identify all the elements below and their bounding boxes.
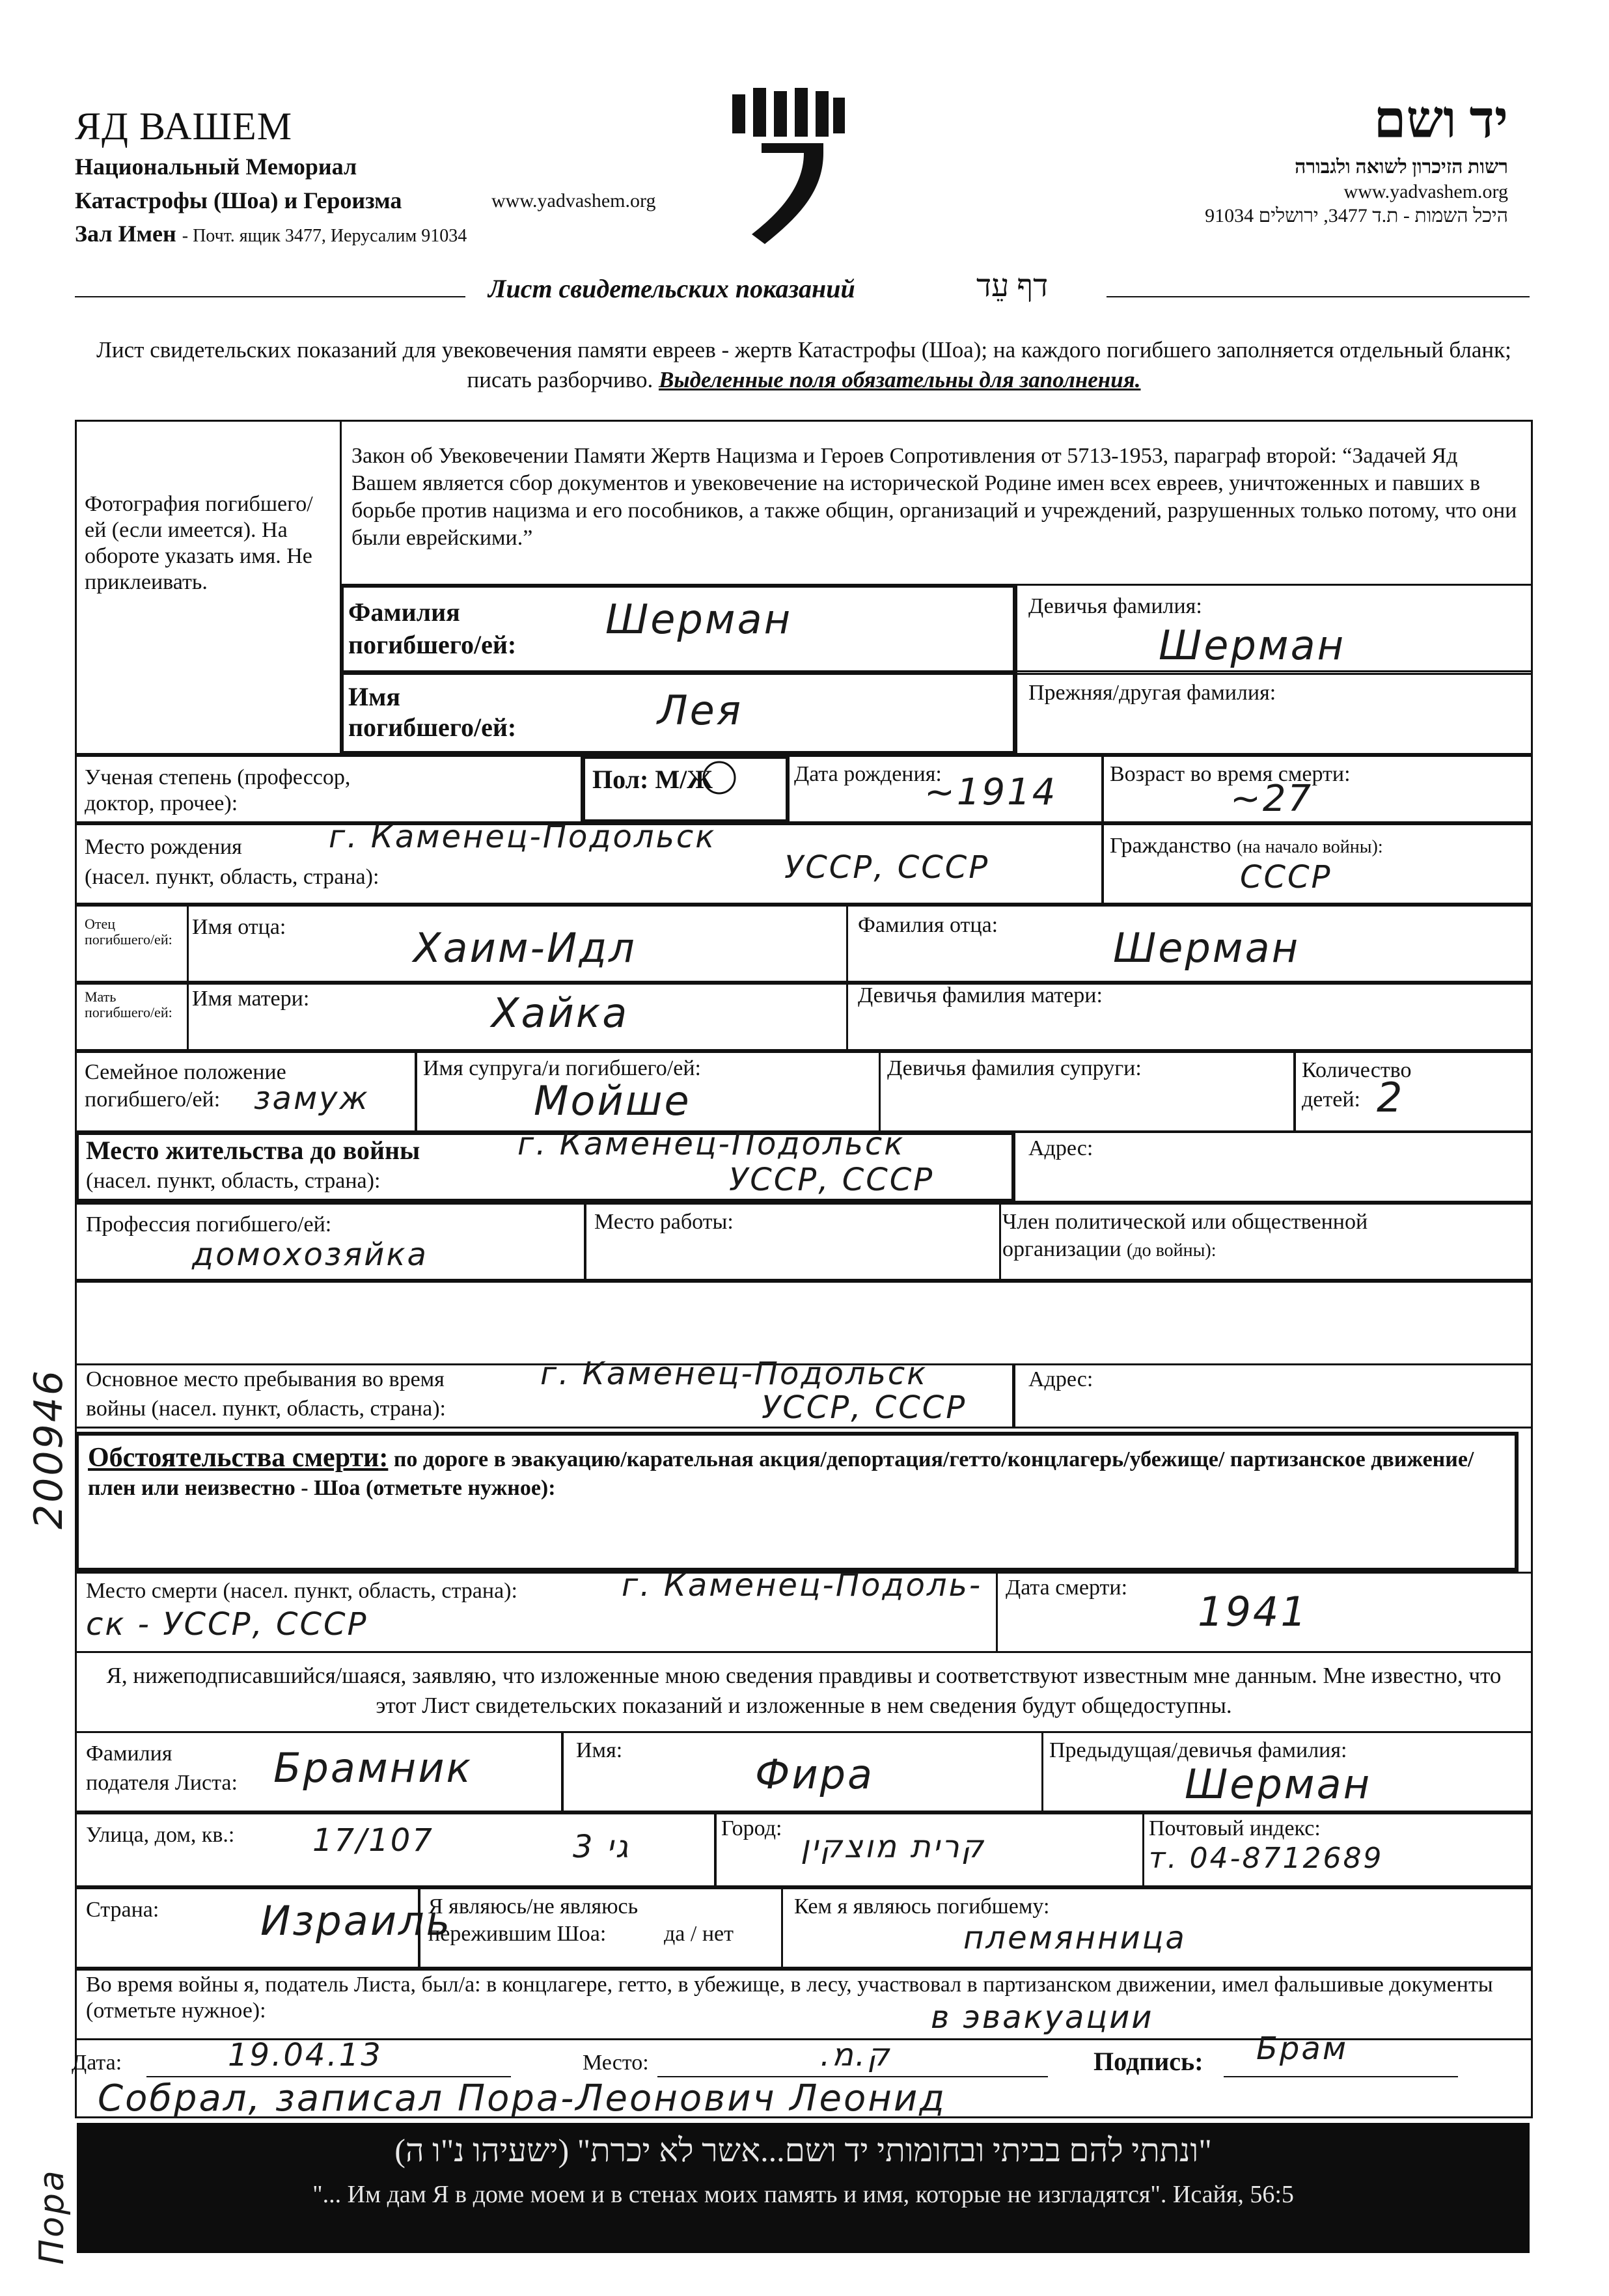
submitter-prev-value: Шерман <box>1185 1760 1372 1808</box>
prewar-place-2: УССР, СССР <box>729 1162 935 1198</box>
he-website: www.yadvashem.org <box>1343 181 1508 202</box>
survivor-choice[interactable]: да / нет <box>664 1922 734 1946</box>
children-label-2: детей: <box>1302 1087 1360 1112</box>
birthplace-value-2: УССР, СССР <box>784 849 990 886</box>
submitter-wartime-value: в эвакуации <box>931 1999 1154 2036</box>
submitter-surname-value: Брамник <box>273 1744 473 1792</box>
collected-note: Собрал, записал Пора-Леонович Леонид <box>98 2077 946 2120</box>
submitter-prev-label: Предыдущая/девичья фамилия: <box>1049 1738 1347 1762</box>
age-label: Возраст во время смерти: <box>1110 762 1351 786</box>
profession-label: Профессия погибшего/ей: <box>86 1212 332 1237</box>
membership-label-2 <box>1002 1237 1217 1264</box>
signature-value: Брам <box>1256 2030 1349 2067</box>
margin-number: 200946 <box>26 1368 72 1529</box>
date-label: Дата: <box>72 2051 122 2075</box>
submitter-surname-label-2: подателя Листа: <box>86 1771 238 1795</box>
family-status-label-1: Семейное положение <box>85 1060 286 1084</box>
spouse-name-value: Мойше <box>534 1077 691 1125</box>
death-options-1: по дороге в эвакуацию/карательная акция/депортация/гетто/концлагерь/убежище/ <box>393 1447 1225 1471</box>
wartime-address-label: Адрес: <box>1028 1367 1093 1391</box>
title-rule-right <box>1107 296 1530 297</box>
father-surname-label: Фамилия отца: <box>858 913 998 937</box>
spouse-name-label: Имя супруга/и погибшего/ей: <box>423 1056 701 1080</box>
citizenship-label <box>1110 833 1383 860</box>
signature-line <box>1224 2076 1458 2077</box>
relation-label: Кем я являюсь погибшему: <box>794 1894 1050 1919</box>
victim-name-label-1: Имя <box>348 682 400 711</box>
citizenship-value: СССР <box>1240 859 1332 895</box>
sex-label: Пол: М/Ж <box>592 765 713 794</box>
victim-surname-label-1: Фамилия <box>348 597 460 627</box>
prewar-label-2: (насел. пункт, область, страна): <box>86 1169 381 1193</box>
victim-surname-value: Шерман <box>605 595 793 643</box>
city-label: Город: <box>721 1816 782 1840</box>
country-value: Израиль <box>260 1897 452 1945</box>
prewar-place-1: г. Каменец-Подольск <box>517 1126 905 1162</box>
title-rule-left <box>75 296 465 297</box>
yad-vashem-he-title: יד ושם <box>1373 92 1508 149</box>
signature-label: Подпись: <box>1093 2047 1203 2076</box>
he-line-3: היכל השמות - ת.ד 3477, ירושלים 91034 <box>1205 205 1508 226</box>
victim-name-label-2: погибшего/ей: <box>348 713 517 742</box>
yad-vashem-logo-icon <box>726 88 849 254</box>
father-name-label: Имя отца: <box>192 915 286 939</box>
children-label-1: Количество <box>1302 1058 1412 1082</box>
workplace-label: Место работы: <box>594 1210 734 1234</box>
header-website: www.yadvashem.org <box>491 190 656 212</box>
prewar-address-label: Адрес: <box>1028 1136 1093 1160</box>
survivor-label-2: пережившим Шоа: <box>428 1922 607 1946</box>
victim-name-value: Лея <box>657 687 743 734</box>
he-line-1: רשות הזיכרון לשואה ולגבורה <box>1295 156 1508 178</box>
mother-tag: Мать погибшего/ей: <box>85 989 172 1020</box>
intro-required: Выделенные поля обязательны для заполнения. <box>658 367 1141 392</box>
membership-label-text: организации <box>1002 1237 1121 1261</box>
submitter-name-value: Фира <box>755 1751 875 1798</box>
mother-name-value: Хайка <box>491 989 629 1037</box>
margin-tag: Пора <box>33 2168 72 2265</box>
maiden-name-label: Девичья фамилия: <box>1028 594 1202 618</box>
header-line-3 <box>75 220 467 247</box>
wartime-label-1: Основное место пребывания во время <box>86 1367 445 1391</box>
death-circumstances-label: Обстоятельства смерти: <box>88 1443 389 1473</box>
spouse-maiden-label: Девичья фамилия супруги: <box>887 1056 1142 1080</box>
wartime-place-2: УССР, СССР <box>762 1389 967 1426</box>
city-value: קרית מוצקין <box>801 1829 985 1865</box>
header-line-2: Катастрофы (Шоа) и Героизма <box>75 187 402 213</box>
form-title: Лист свидетельских показаний <box>488 274 855 303</box>
street-value: 17/107 <box>312 1822 434 1859</box>
submitter-name-label: Имя: <box>576 1738 623 1762</box>
date-value: 19.04.13 <box>228 2037 383 2073</box>
citizenship-note: (на начало войны): <box>1236 837 1383 857</box>
photo-instructions: Фотография погибшего/ей (если имеется). На обороте указать имя. Не приклеивать. <box>85 492 313 594</box>
intro-text <box>72 335 1536 395</box>
father-surname-value: Шерман <box>1113 924 1300 972</box>
submitter-wartime-label: Во время войны я, податель Листа, был/а: в концлагере, гетто, в убежище, в лесу, участвовал в партизанском движении, имел фальшивые документы (отметьте нужное): <box>86 1973 1493 2023</box>
death-place-value-2: ск - УССР, СССР <box>86 1606 368 1643</box>
footer-quote-ru: "... Им дам Я в доме моем и в стенах моих память и имя, которые не изгладятся". Исайя, 56:5 <box>312 2181 1294 2208</box>
mother-maiden-label: Девичья фамилия матери: <box>858 983 1103 1007</box>
membership-note: (до войны): <box>1127 1240 1217 1261</box>
form-title-he: דף עֵד <box>976 269 1049 303</box>
death-date-label: Дата смерти: <box>1006 1576 1128 1600</box>
degree-label: Ученая степень (профессор, доктор, прочее): <box>85 765 351 815</box>
street-label: Улица, дом, кв.: <box>86 1823 235 1847</box>
country-label: Страна: <box>86 1898 159 1922</box>
birth-date-value: ~1914 <box>924 771 1058 813</box>
footer-quote-he: "ונתתי להם בביתי ובחומותי יד ושם...אשר לא יכרת" (ישעיהו נ"ו ה) <box>394 2132 1212 2168</box>
place-label: Место: <box>583 2051 649 2075</box>
other-surname-label: Прежняя/другая фамилия: <box>1028 681 1276 705</box>
declaration-text: Я, нижеподписавшийся/шаяся, заявляю, что изложенные мною сведения правдивы и соответствуют известным мне данным. Мне известно, что этот Лист свидетельских показаний и изложенные в нем сведения будут общедоступны. <box>106 1663 1502 1718</box>
death-place-label: Место смерти (насел. пункт, область, страна): <box>86 1579 517 1603</box>
children-value: 2 <box>1377 1074 1405 1121</box>
yad-vashem-ru-title: ЯД ВАШЕМ <box>75 105 293 148</box>
birth-date-label: Дата рождения: <box>794 762 942 786</box>
blank-row <box>75 1281 1533 1365</box>
header-address: - Почт. ящик 3477, Иерусалим 91034 <box>182 226 467 246</box>
father-tag: Отец погибшего/ей: <box>85 916 172 948</box>
mother-name-label: Имя матери: <box>192 987 310 1011</box>
age-value: ~27 <box>1230 778 1313 820</box>
maiden-name-value: Шерман <box>1159 622 1346 669</box>
birthplace-value-1: г. Каменец-Подольск <box>329 819 717 855</box>
wartime-label-2: войны (насел. пункт, область, страна): <box>86 1397 446 1421</box>
street-value-he: 3 גי <box>573 1829 631 1865</box>
profession-value: домохозяйка <box>192 1237 428 1273</box>
birthplace-label-2: (насел. пункт, область, страна): <box>85 865 379 889</box>
zip-value: т. 04-8712689 <box>1149 1842 1384 1875</box>
zip-label: Почтовый индекс: <box>1149 1816 1321 1840</box>
father-name-value: Хаим-Идл <box>413 924 637 972</box>
header-line-1: Национальный Мемориал <box>75 154 357 180</box>
header-hall-label: Зал Имен <box>75 221 176 247</box>
place-value: ק.מ. <box>820 2037 892 2073</box>
prewar-label-1: Место жительства до войны <box>86 1136 420 1165</box>
family-status-label-2: погибшего/ей: <box>85 1087 221 1112</box>
sex-circle-mark-icon <box>700 758 739 797</box>
death-circumstances-text <box>88 1443 1507 1503</box>
death-options-2: партизанское движение/плен или неизвестно - Шоа (отметьте нужное): <box>88 1447 1474 1500</box>
wartime-place-1: г. Каменец-Подольск <box>540 1356 928 1392</box>
citizenship-label-text: Гражданство <box>1110 834 1231 858</box>
family-status-value: замуж <box>254 1080 370 1117</box>
survivor-label-1: Я являюсь/не являюсь <box>428 1894 639 1919</box>
membership-label-1: Член политической или общественной <box>1002 1210 1368 1234</box>
death-place-value-1: г. Каменец-Подоль- <box>622 1567 983 1604</box>
law-text: Закон об Увековечении Памяти Жертв Нацизма и Героев Сопротивления от 5713-1953, параграф второй: “Задачей Яд Вашем является сбор документов и увековечение на исторической Родине имен всех евреев, уничтоженных и павших в борьбе против нацизма и его пособников, а также общин, организаций и учреждений, разрушенных только потому, что они были еврейскими.” <box>351 444 1517 550</box>
intro-main: Лист свидетельских показаний для увековечения памяти евреев - жертв Катастрофы (Шоа); на каждого погибшего заполняется отдельный бланк; писать разборчиво. <box>96 337 1511 392</box>
submitter-surname-label-1: Фамилия <box>86 1742 172 1766</box>
birthplace-label-1: Место рождения <box>85 835 242 859</box>
victim-surname-label-2: погибшего/ей: <box>348 630 517 659</box>
death-date-value: 1941 <box>1198 1588 1308 1635</box>
relation-value: племянница <box>963 1920 1187 1956</box>
